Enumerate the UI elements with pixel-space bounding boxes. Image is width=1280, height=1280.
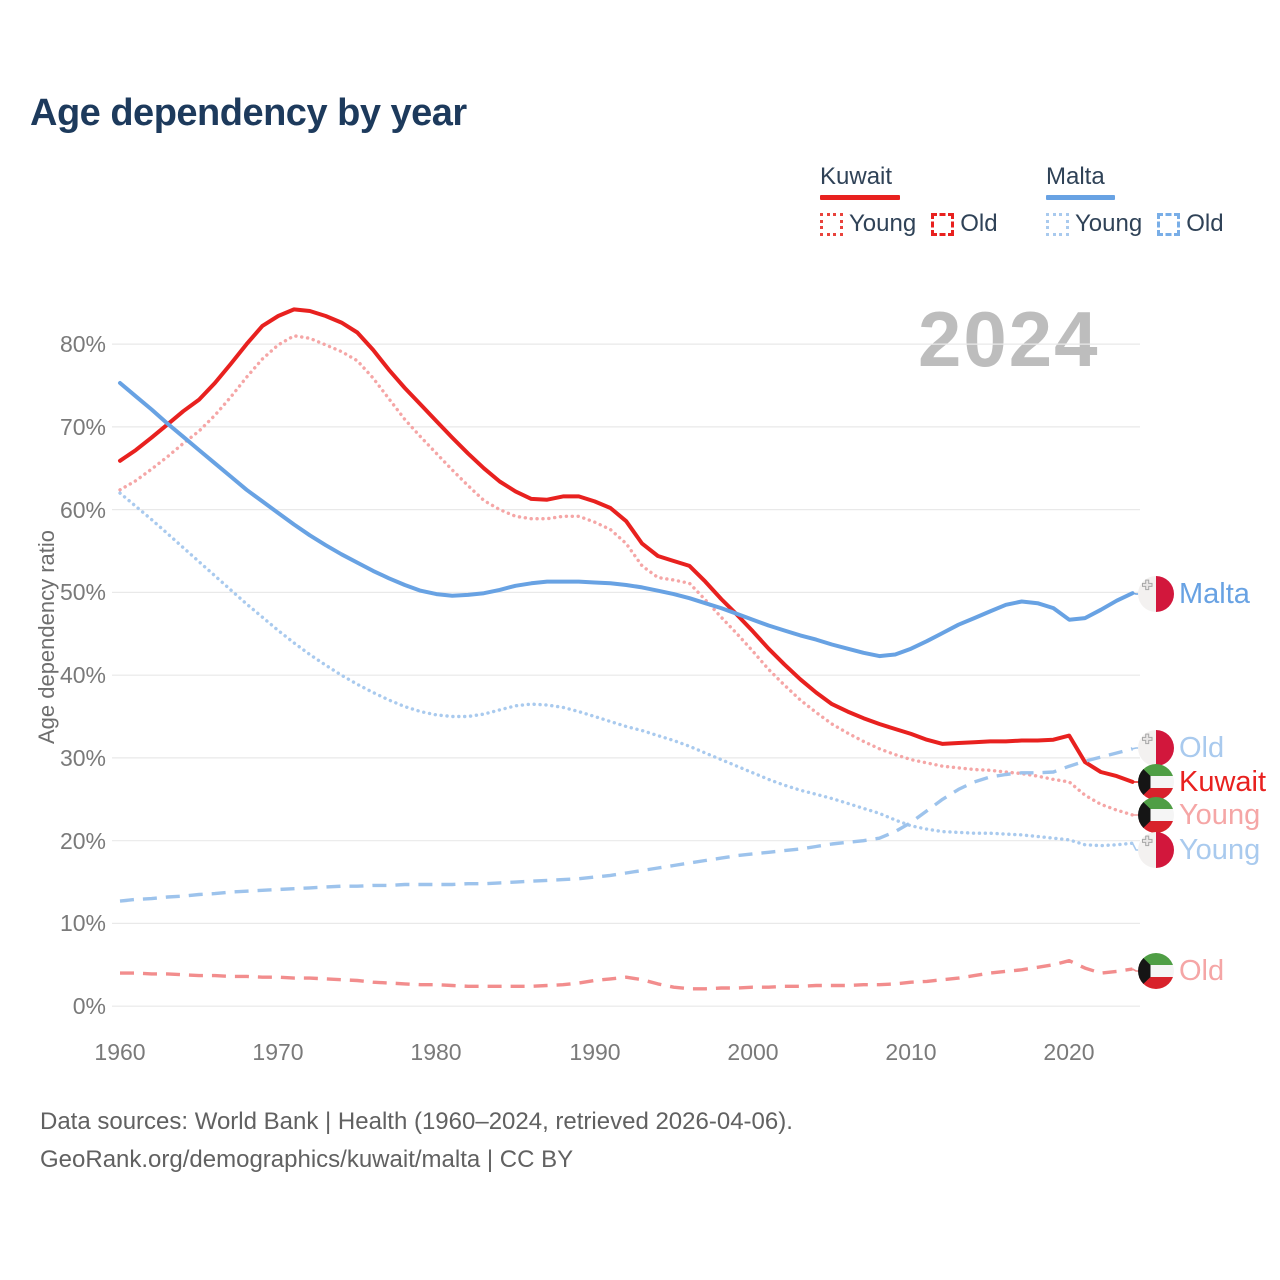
malta-flag-icon [1138, 832, 1174, 868]
kuwait-flag-badge [1138, 764, 1174, 800]
malta-flag-badge [1138, 730, 1174, 766]
end-label-text: Kuwait [1179, 765, 1267, 798]
legend-item-label: Old [1186, 210, 1224, 237]
kuwait-flag-badge [1138, 797, 1174, 833]
footer-attribution: GeoRank.org/demographics/kuwait/malta | CC BY [40, 1146, 574, 1173]
kuwait-flag-icon [1138, 797, 1174, 833]
x-tick-label: 1980 [410, 1039, 462, 1065]
legend-item-label: Old [960, 210, 998, 237]
year-watermark: 2024 [918, 295, 1100, 383]
y-tick-label: 0% [72, 993, 106, 1019]
y-tick-label: 40% [59, 662, 106, 688]
malta-flag-badge [1138, 576, 1174, 612]
x-tick-label: 2010 [885, 1039, 937, 1065]
legend-country-label: Malta [1046, 163, 1105, 190]
end-label-text: Old [1179, 731, 1225, 764]
end-label-malta_total [1138, 576, 1250, 612]
y-tick-label: 60% [59, 497, 106, 523]
x-tick-label: 1990 [569, 1039, 621, 1065]
series-kuwait_old-line [120, 961, 1133, 989]
page-title: Age dependency by year [30, 92, 467, 134]
end-label-text: Malta [1179, 577, 1250, 610]
y-tick-label: 80% [59, 331, 106, 357]
end-label-malta_old [1138, 730, 1224, 766]
end-label-kuwait_total [1138, 764, 1266, 800]
kuwait-flag-badge [1138, 953, 1174, 989]
footer-data-sources: Data sources: World Bank | Health (1960–2024, retrieved 2026-04-06). [40, 1108, 793, 1135]
legend-item-label: Young [849, 210, 917, 237]
y-tick-label: 70% [59, 414, 106, 440]
end-label-malta_young [1138, 832, 1260, 868]
y-tick-label: 20% [59, 828, 106, 854]
y-tick-label: 50% [59, 579, 106, 605]
end-label-kuwait_young [1138, 797, 1260, 833]
malta-flag-icon [1138, 730, 1174, 766]
y-axis-title: Age dependency ratio [34, 529, 59, 745]
legend-item-label: Young [1075, 210, 1143, 237]
kuwait-flag-icon [1138, 953, 1174, 989]
end-label-text: Young [1179, 833, 1261, 866]
y-tick-label: 10% [59, 910, 106, 936]
kuwait-flag-icon [1138, 764, 1174, 800]
end-label-text: Old [1179, 954, 1225, 987]
x-tick-label: 1970 [252, 1039, 304, 1065]
y-tick-label: 30% [59, 745, 106, 771]
end-label-kuwait_old [1138, 953, 1224, 989]
malta-flag-icon [1138, 576, 1174, 612]
legend-country-label: Kuwait [820, 163, 893, 190]
series-malta_old-line [120, 749, 1133, 901]
x-tick-label: 1960 [94, 1039, 146, 1065]
x-tick-label: 2020 [1043, 1039, 1095, 1065]
x-tick-label: 2000 [727, 1039, 779, 1065]
end-label-text: Young [1179, 798, 1261, 831]
malta-flag-badge [1138, 832, 1174, 868]
